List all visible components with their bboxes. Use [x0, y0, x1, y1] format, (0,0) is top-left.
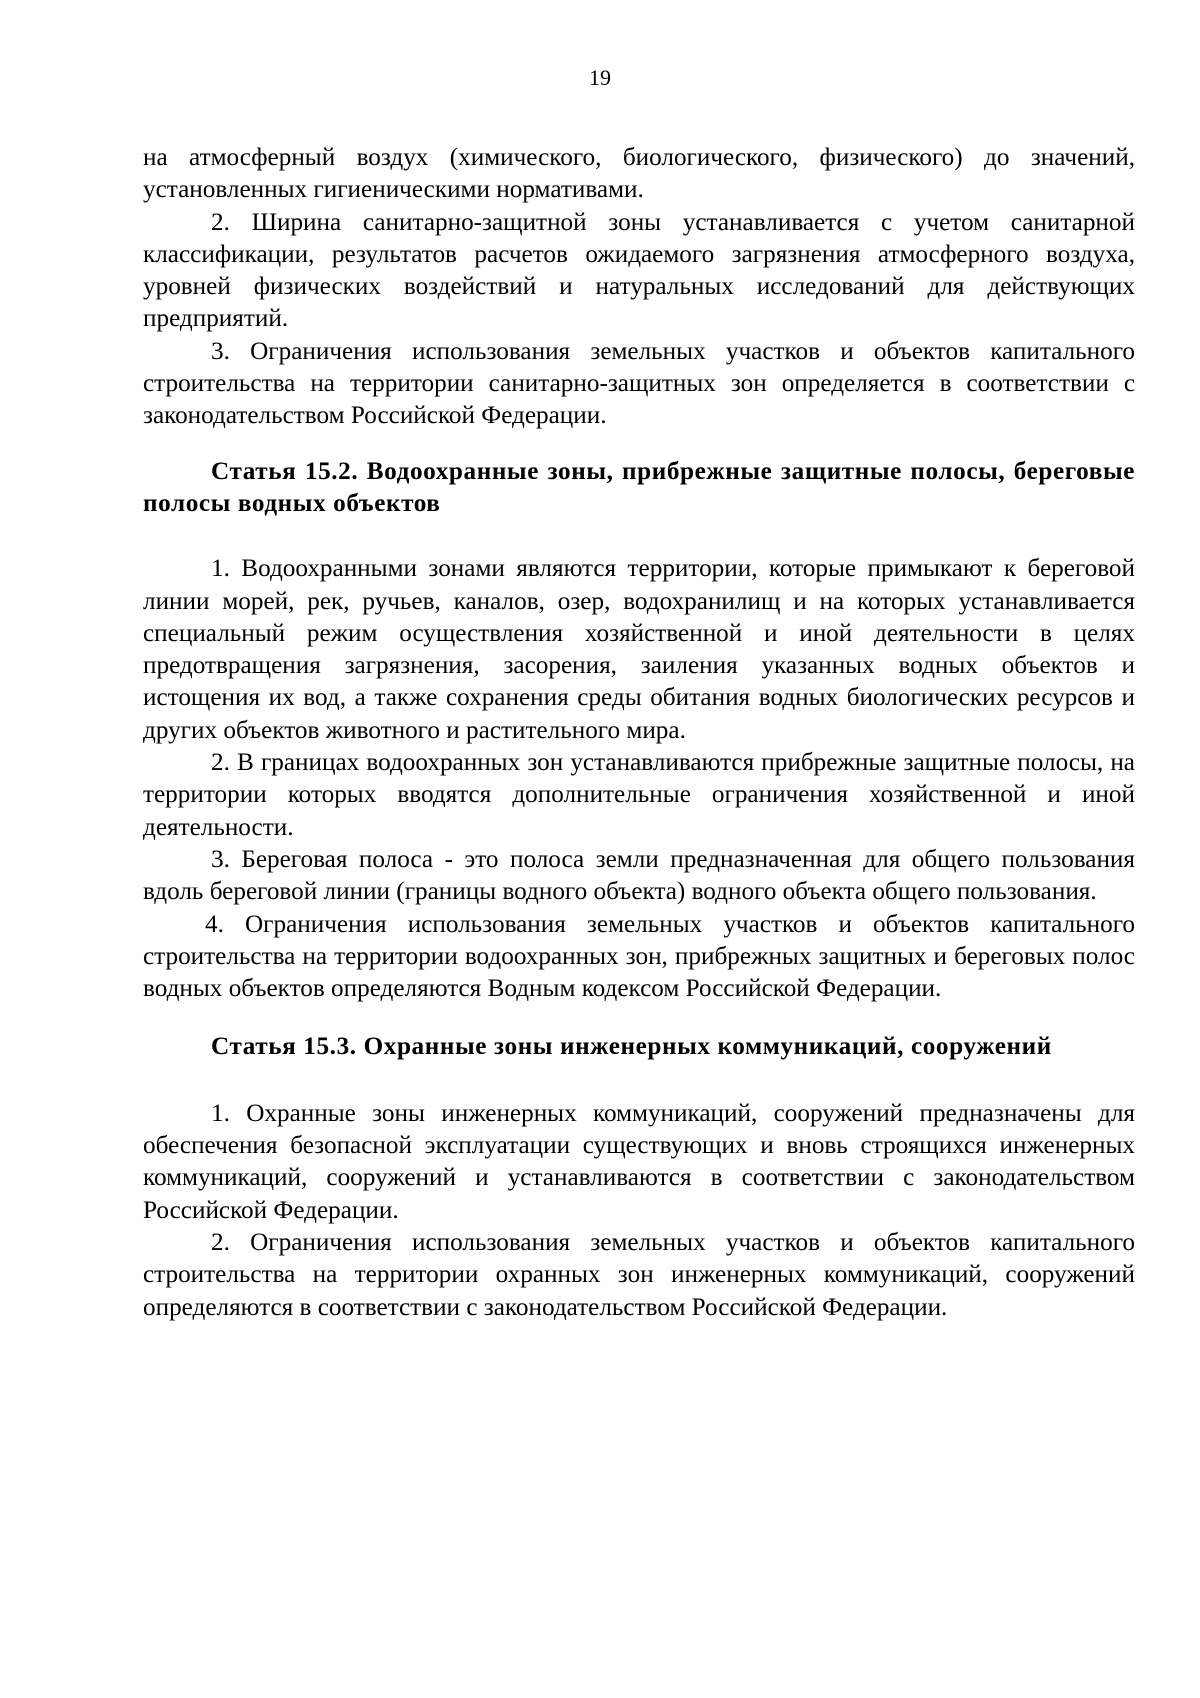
- paragraph: 2. Ширина санитарно-защитной зоны устанавливается с учетом санитарной классификации, результатов расчетов ожидаемого загрязнения атмосферного воздуха, уровней физических воздействий и натуральных исследований для действующих предприятий.: [143, 208, 1135, 333]
- page-number: 19: [589, 65, 611, 90]
- paragraph: 2. Ограничения использования земельных участков и объектов капитального строительства на территории охранных зон инженерных коммуникаций, сооружений определяются в соответствии с законодательством Российской Федерации.: [143, 1228, 1135, 1321]
- paragraph: 1. Водоохранными зонами являются территории, которые примыкают к береговой линии морей, рек, ручьев, каналов, озер, водохранилищ и на которых устанавливается специальный режим осуществления хозяйственной и иной деятельности в целях предотвращения загрязнения, засорения, заиления указанных водных объектов и истощения их вод, а также сохранения среды обитания водных биологических ресурсов и других объектов животного и растительного мира.: [143, 555, 1135, 744]
- paragraph: 1. Охранные зоны инженерных коммуникаций, сооружений предназначены для обеспечения безопасной эксплуатации существующих и вновь строящихся инженерных коммуникаций, сооружений и устанавливаются в соответствии с законодательством Российской Федерации.: [143, 1099, 1135, 1224]
- paragraph: 3. Береговая полоса - это полоса земли предназначенная для общего пользования вдоль береговой линии (границы водного объекта) водного объекта общего пользования.: [143, 845, 1135, 906]
- paragraph: 4. Ограничения использования земельных участков и объектов капитального строительства на территории водоохранных зон, прибрежных защитных и береговых полос водных объектов определяются Водным кодексом Российской Федерации.: [143, 910, 1135, 1003]
- article-heading-15-3: Статья 15.3. Охранные зоны инженерных коммуникаций, сооружений: [211, 1033, 1052, 1061]
- paragraph-continuation: на атмосферный воздух (химического, биологического, физического) до значений, установленных гигиеническими нормативами.: [143, 144, 1135, 204]
- document-body: [143, 142, 1135, 1324]
- paragraph: 3. Ограничения использования земельных участков и объектов капитального строительства на территории санитарно-защитных зон определяется в соответствии с законодательством Российской Федерации.: [143, 337, 1135, 430]
- article-heading-15-2: Статья 15.2. Водоохранные зоны, прибрежные защитные полосы, береговые полосы водных объектов: [143, 457, 1135, 517]
- paragraph: 2. В границах водоохранных зон устанавливаются прибрежные защитные полосы, на территории которых вводятся дополнительные ограничения хозяйственной и иной деятельности.: [143, 749, 1135, 841]
